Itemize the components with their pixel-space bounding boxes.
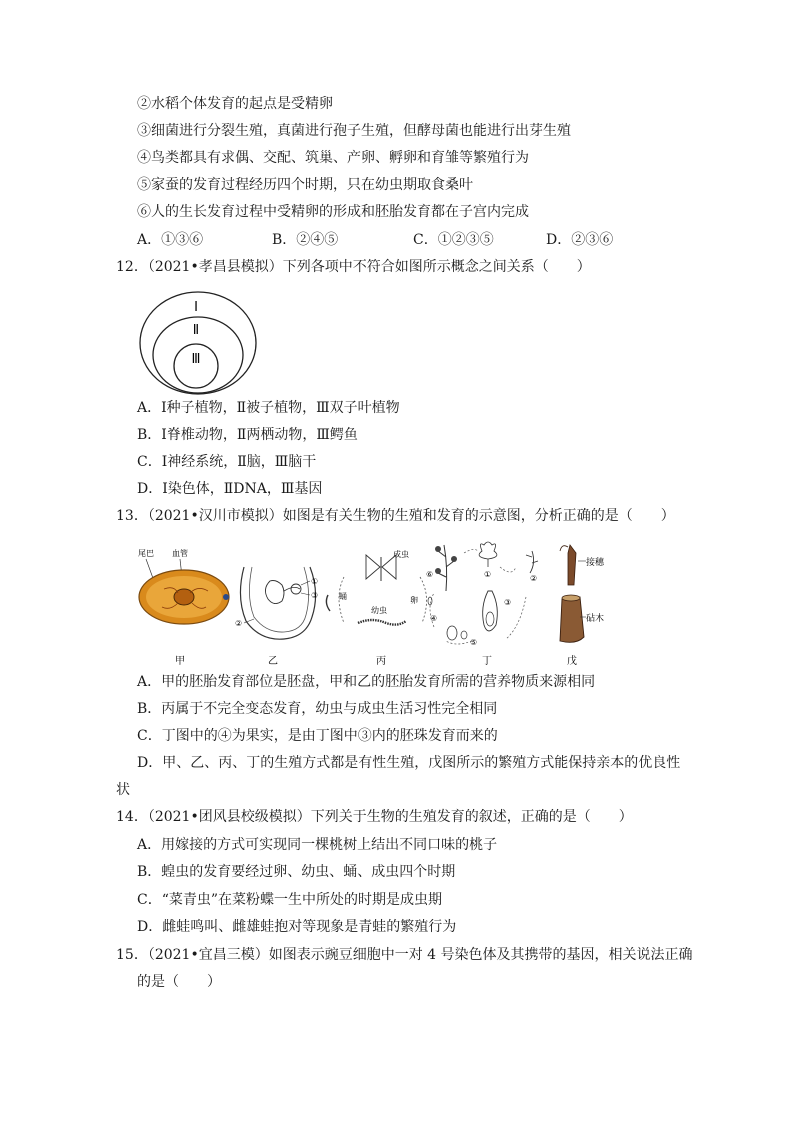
- label-vessel: 血管: [172, 549, 188, 558]
- ding-num-4: ④: [430, 614, 438, 623]
- q15-stem: 15．（2021•宜昌三模）如图表示豌豆细胞中一对 4 号染色体及其携带的基因，相关说法正确: [116, 947, 693, 963]
- label-pupa: 蛹: [339, 592, 347, 601]
- label-rootstock: 砧木: [586, 614, 604, 624]
- label-I: Ⅰ: [194, 300, 198, 315]
- yi-num-1: ①: [311, 577, 319, 586]
- q13-option-a[interactable]: A．甲的胚胎发育部位是胚盘，甲和乙的胚胎发育所需的营养物质来源相同: [137, 674, 596, 690]
- yi-num-3: ③: [311, 591, 319, 600]
- ding-num-5: ⑤: [470, 638, 478, 647]
- ding-num-1: ①: [484, 570, 492, 579]
- q13-option-b[interactable]: B．丙属于不完全变态发育，幼虫与成虫生活习性完全相同: [137, 701, 498, 717]
- q11-statement-2: ②水稻个体发育的起点是受精卵: [137, 96, 333, 112]
- q14-option-c[interactable]: C．“菜青虫”在菜粉蝶一生中所处的时期是成虫期: [137, 892, 443, 908]
- panel-jia-egg: [138, 548, 229, 667]
- panel-label-ding: 丁: [482, 656, 492, 667]
- panel-ding-plant: [426, 542, 538, 667]
- q12-option-d[interactable]: D．Ⅰ染色体，ⅡDNA，Ⅲ基因: [137, 481, 323, 497]
- panel-label-yi: 乙: [268, 656, 278, 667]
- q13-stem: 13．（2021•汉川市模拟）如图是有关生物的生殖和发育的示意图，分析正确的是（ ）: [116, 508, 675, 524]
- panel-wu-graft: [560, 545, 604, 667]
- q11-option-b[interactable]: B．②④⑤: [272, 232, 339, 248]
- q12-option-a[interactable]: A．Ⅰ种子植物，Ⅱ被子植物，Ⅲ双子叶植物: [137, 400, 400, 416]
- q14-option-a[interactable]: A．用嫁接的方式可实现同一棵桃树上结出不同口味的桃子: [137, 837, 498, 853]
- q11-option-d[interactable]: D．②③⑥: [546, 232, 614, 248]
- ding-num-3: ③: [504, 598, 512, 607]
- panel-bing-insect: [326, 549, 432, 667]
- q13-option-c[interactable]: C．丁图中的④为果实，是由丁图中③内的胚珠发育而来的: [137, 728, 498, 744]
- q12-concept-diagram: [138, 290, 260, 396]
- q13-reproduction-figure: [134, 537, 604, 669]
- panel-yi-uterus: [235, 567, 318, 667]
- label-II: Ⅱ: [192, 323, 200, 338]
- q11-statement-3: ③细菌进行分裂生殖，真菌进行孢子生殖，但酵母菌也能进行出芽生殖: [137, 123, 571, 139]
- label-adult: 成虫: [393, 550, 409, 559]
- q13-option-d-cont: 状: [116, 782, 130, 798]
- label-larva: 幼虫: [371, 606, 387, 615]
- q14-option-b[interactable]: B．蝗虫的发育要经过卵、幼虫、蛹、成虫四个时期: [137, 864, 456, 880]
- ding-num-2: ②: [530, 574, 538, 583]
- q11-statement-4: ④鸟类都具有求偶、交配、筑巢、产卵、孵卵和育雏等繁殖行为: [137, 150, 529, 166]
- q14-stem: 14．（2021•团风县校级模拟）下列关于生物的生殖发育的叙述，正确的是（ ）: [116, 809, 633, 825]
- q11-option-c[interactable]: C．①②③⑤: [413, 232, 494, 248]
- q12-option-b[interactable]: B．Ⅰ脊椎动物，Ⅱ两栖动物，Ⅲ鳄鱼: [137, 427, 358, 443]
- q13-option-d[interactable]: D．甲、乙、丙、丁的生殖方式都是有性生殖，戊图所示的繁殖方式能保持亲本的优良性: [137, 755, 681, 771]
- panel-label-jia: 甲: [175, 656, 185, 667]
- q11-statement-5: ⑤家蚕的发育过程经历四个时期，只在幼虫期取食桑叶: [137, 177, 473, 193]
- q12-stem: 12．（2021•孝昌县模拟）下列各项中不符合如图所示概念之间关系（ ）: [116, 259, 591, 275]
- panel-label-wu: 戊: [567, 656, 577, 667]
- circle-outer: [140, 292, 256, 394]
- label-III: Ⅲ: [191, 352, 201, 367]
- label-scion: 接穗: [586, 558, 604, 568]
- panel-label-bing: 丙: [376, 656, 386, 667]
- q11-statement-6: ⑥人的生长发育过程中受精卵的形成和胚胎发育都在子宫内完成: [137, 204, 529, 220]
- label-egg: 卵: [410, 596, 418, 605]
- q12-option-c[interactable]: C．Ⅰ神经系统，Ⅱ脑，Ⅲ脑干: [137, 454, 317, 470]
- q11-options: [0, 230, 794, 250]
- q11-option-a[interactable]: A．①③⑥: [137, 232, 204, 248]
- yi-num-2: ②: [235, 619, 243, 628]
- q14-option-d[interactable]: D．雌蛙鸣叫、雌雄蛙抱对等现象是青蛙的繁殖行为: [137, 919, 457, 935]
- q15-stem-cont: 的是（ ）: [137, 974, 221, 990]
- ding-num-6: ⑥: [426, 570, 434, 579]
- label-tail: 尾巴: [138, 549, 154, 558]
